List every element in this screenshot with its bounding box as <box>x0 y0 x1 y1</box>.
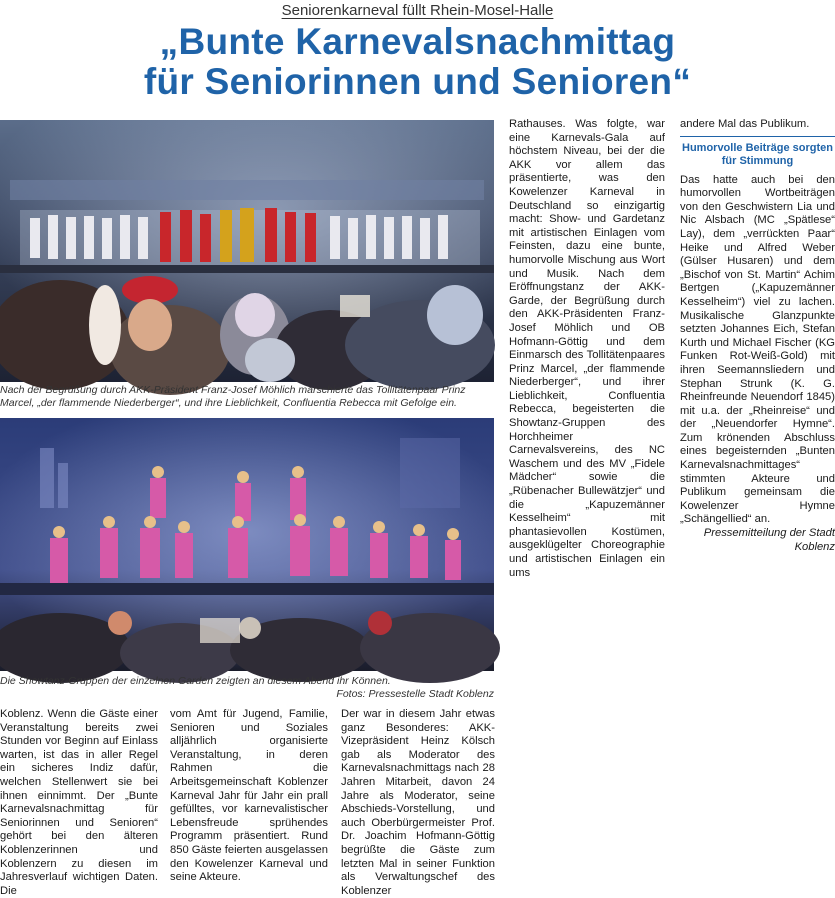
photo-caption-1: Nach der Begrüßung durch AKK-Präsident Franz-Josef Möhlich marschierte das Tollitätenpaar Prinz Marcel, „der flammende Niederberger“, und ihre Lieblichkeit, Confluentia Rebecca mit Gefolge ein. <box>0 384 466 409</box>
headline-line-1: „Bunte Karnevalsnachmittag <box>159 21 676 62</box>
photo-caption-2: Die Showtanz-Gruppen der einzelnen Garden zeigten an diesem Abend ihr Können. <box>0 675 391 687</box>
article-column-5 <box>680 118 835 554</box>
photo-carnival-stage <box>0 120 494 382</box>
press-source: Pressemitteilung der Stadt Koblenz <box>703 527 835 553</box>
headline <box>0 22 835 102</box>
kicker: Seniorenkarneval füllt Rhein-Mosel-Halle <box>281 2 554 19</box>
headline-line-2: für Seniorinnen und Senioren“ <box>143 61 692 102</box>
article-column-4 <box>509 118 665 580</box>
article-paragraph: andere Mal das Publikum. <box>680 118 810 130</box>
article-column-3 <box>341 708 495 898</box>
photo-credit: Fotos: Pressestelle Stadt Koblenz <box>336 688 494 700</box>
article-paragraph: Der war in diesem Jahr etwas ganz Besonderes: AKK-Vizepräsident Heinz Kölsch gab als Moderator des Karnevalsnachmittags nach 28 Jahren Mitarbeit, davon 24 Jahre als Moderator, seine Abschieds-Vorstellung, und auch Oberbürgermeister Prof. Dr. Joachim Hofmann-Göttig begrüßte die Gäste zum letzten Mal in seiner Funktion als Verwaltungschef des Koblenzer <box>341 708 495 897</box>
article-column-1 <box>0 708 158 898</box>
article-column-2 <box>170 708 328 885</box>
article-paragraph: vom Amt für Jugend, Familie, Senioren und Soziales alljährlich organisierte Veranstaltung, in deren Rahmen die Arbeitsgemeinschaft Koblenzer Karneval Jahr für Jahr ein prall gefülltes, vor karnevalistischer Lebensfreude sprühendes Programm präsentiert. Rund 850 Gäste feierten ausgelassen den Kowelenzer Karneval und seine Akteure. <box>170 708 328 884</box>
article-paragraph: Das hatte auch bei den humorvollen Wortbeiträgen von den Geschwistern Lia und Nic Alsbach (MC „Spätlese“ Lay), dem „verrückten Paar“ Heike und Alfred Weber (Gülser Husaren) und dem „Bischof von St. Martin“ Achim Bertgen („Kapuzemänner Kesselheim“) viel zu lachen. Musikalische Glanzpunkte setzten Johannes Eich, Stefan Kurth und Michael Fischer (KG Funken Rot-Weiß-Gold) mit ihren Seemannsliedern und Stephan Strunk (K. G. Rheinfreunde Neuendorf 1845) mit u.a. der „Rheinreise“ und der „Neuendorfer Hymne“. Zum krönenden Abschluss eines begeisternden „Bunten Karnevalsnachmittages“ stimmten Akteure und Publikum gemeinsam die Kowelenzer Hymne „Schängellied“ an. <box>680 173 835 526</box>
photo-showdance-groups <box>0 418 494 671</box>
article-paragraph: Rathauses. Was folgte, war eine Karnevals-Gala auf höchstem Niveau, bei der die AKK vor allem das präsentierte, was den Kowelenzer Karneval in Deutschland so einzigartig macht: Show- und Gardetanz mit artistischen Einlagen vom Feinsten, dazu eine bunte, humorvolle Mischung aus Wort und Musik. Nach dem Eröffnungstanz der AKK-Garde, der Begrüßung durch den AKK-Präsidenten Franz-Josef Möhlich und OB Hofmann-Göttig und dem Einmarsch des Tollitätenpaares Prinz Marcel, „der flammende Niederberger“, und ihrer Lieblichkeit, Confluentia Rebecca, begeisterten die Showtanz-Gruppen des Horchheimer Carnevalsvereins, des NC Waschem und des MV „Fidele Mädcher“ sowie die „Rübenacher Bullewätzjer“ und die „Kapuzemänner Kesselheim“ mit phantasievollen Kostümen, ausgeklügelter Choreographie und artistischen Einlagen ein ums <box>509 118 665 579</box>
section-subheading: Humorvolle Beiträge sorgten für Stimmung <box>680 136 835 168</box>
article-paragraph: Koblenz. Wenn die Gäste einer Veranstaltung bereits zwei Stunden vor Beginn auf Einlass warten, ist das in aller Regel ein sicheres Indiz dafür, welchen Stellenwert sie bei ihnen einnimmt. Der „Bunte Karnevalsnachmittag für Seniorinnen und Senioren“ gehört bei den älteren Koblenzerinnen und Koblenzern zu diesen im Jahresverlauf wichtigen Daten. Die <box>0 708 158 897</box>
